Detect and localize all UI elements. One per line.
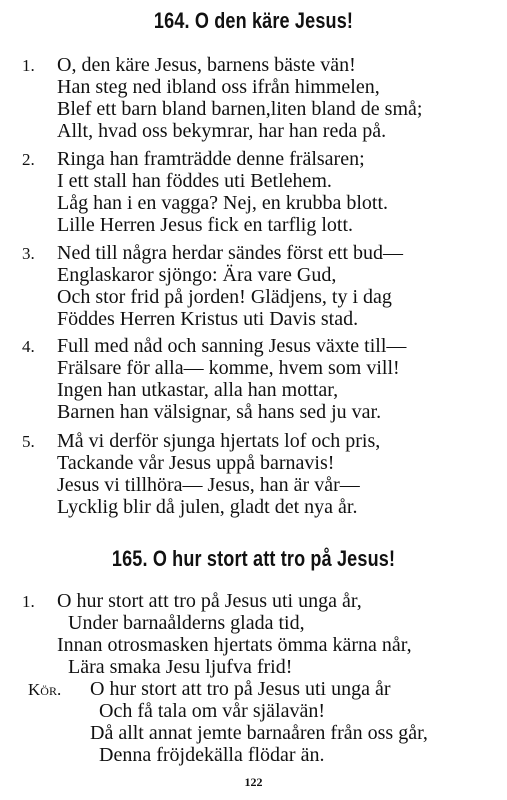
- verse-line: Frälsare för alla— komme, hvem som vill!: [57, 357, 400, 379]
- chorus-line: O hur stort att tro på Jesus uti unga år: [90, 678, 391, 700]
- chorus-line: Och få tala om vår själavän!: [99, 700, 326, 722]
- verse-line: Under barnaålderns glada tid,: [68, 612, 305, 634]
- chorus-line: Denna fröjdekälla flödar än.: [99, 744, 325, 766]
- verse-line: Lille Herren Jesus fick en tarflig lott.: [57, 214, 354, 236]
- page-number: 122: [244, 775, 263, 789]
- hymn-title-165: 165. O hur stort att tro på Jesus!: [111, 546, 396, 571]
- verse-line: Lycklig blir då julen, gladt det nya år.: [57, 496, 358, 518]
- verse-line: O hur stort att tro på Jesus uti unga år,: [57, 590, 362, 612]
- verse-line: Och stor frid på jorden! Glädjens, ty i dag: [57, 286, 392, 308]
- verse-line: Innan otrosmasken hjertats ömma kärna når,: [57, 634, 412, 656]
- verse-line: Allt, hvad oss bekymrar, har han reda på.: [57, 120, 387, 142]
- verse-line: Ringa han framträdde denne frälsaren;: [57, 148, 365, 170]
- verse-line: Lära smaka Jesu ljufva frid!: [68, 656, 293, 678]
- verse-line: O, den käre Jesus, barnens bäste vän!: [57, 54, 356, 76]
- verse-line: I ett stall han föddes uti Betlehem.: [57, 170, 332, 192]
- verse-line: Må vi derför sjunga hjertats lof och pris,: [57, 430, 381, 452]
- verse-line: Barnen han välsignar, så hans sed ju var.: [57, 401, 382, 423]
- verse-line: Full med nåd och sanning Jesus växte till—: [57, 335, 407, 357]
- verse-number: 2.: [22, 150, 35, 169]
- verse-line: Jesus vi tillhöra— Jesus, han är vår—: [57, 474, 360, 496]
- verse-number: 5.: [22, 432, 35, 451]
- verse-line: Ned till några herdar sändes först ett bud—: [57, 242, 404, 264]
- verse-number: 4.: [22, 337, 35, 356]
- verse-line: Han steg ned ibland oss ifrån himmelen,: [57, 76, 380, 98]
- verse-line: Blef ett barn bland barnen,liten bland de små;: [57, 98, 423, 120]
- verse-number: 1.: [22, 592, 35, 611]
- verse-line: Ingen han utkastar, alla han mottar,: [57, 379, 339, 401]
- chorus-label: Kör.: [28, 680, 62, 699]
- verse-number: 3.: [22, 244, 35, 263]
- verse-line: Tackande vår Jesus uppå barnavis!: [57, 452, 335, 474]
- verse-line: Låg han i en vagga? Nej, en krubba blott.: [57, 192, 388, 214]
- verse-line: Englaskaror sjöngo: Ära vare Gud,: [57, 264, 337, 286]
- verse-line: Föddes Herren Kristus uti Davis stad.: [57, 308, 359, 330]
- hymn-title-164: 164. O den käre Jesus!: [153, 8, 354, 33]
- chorus-line: Då allt annat jemte barnaåren från oss går,: [90, 722, 428, 744]
- verse-number: 1.: [22, 56, 35, 75]
